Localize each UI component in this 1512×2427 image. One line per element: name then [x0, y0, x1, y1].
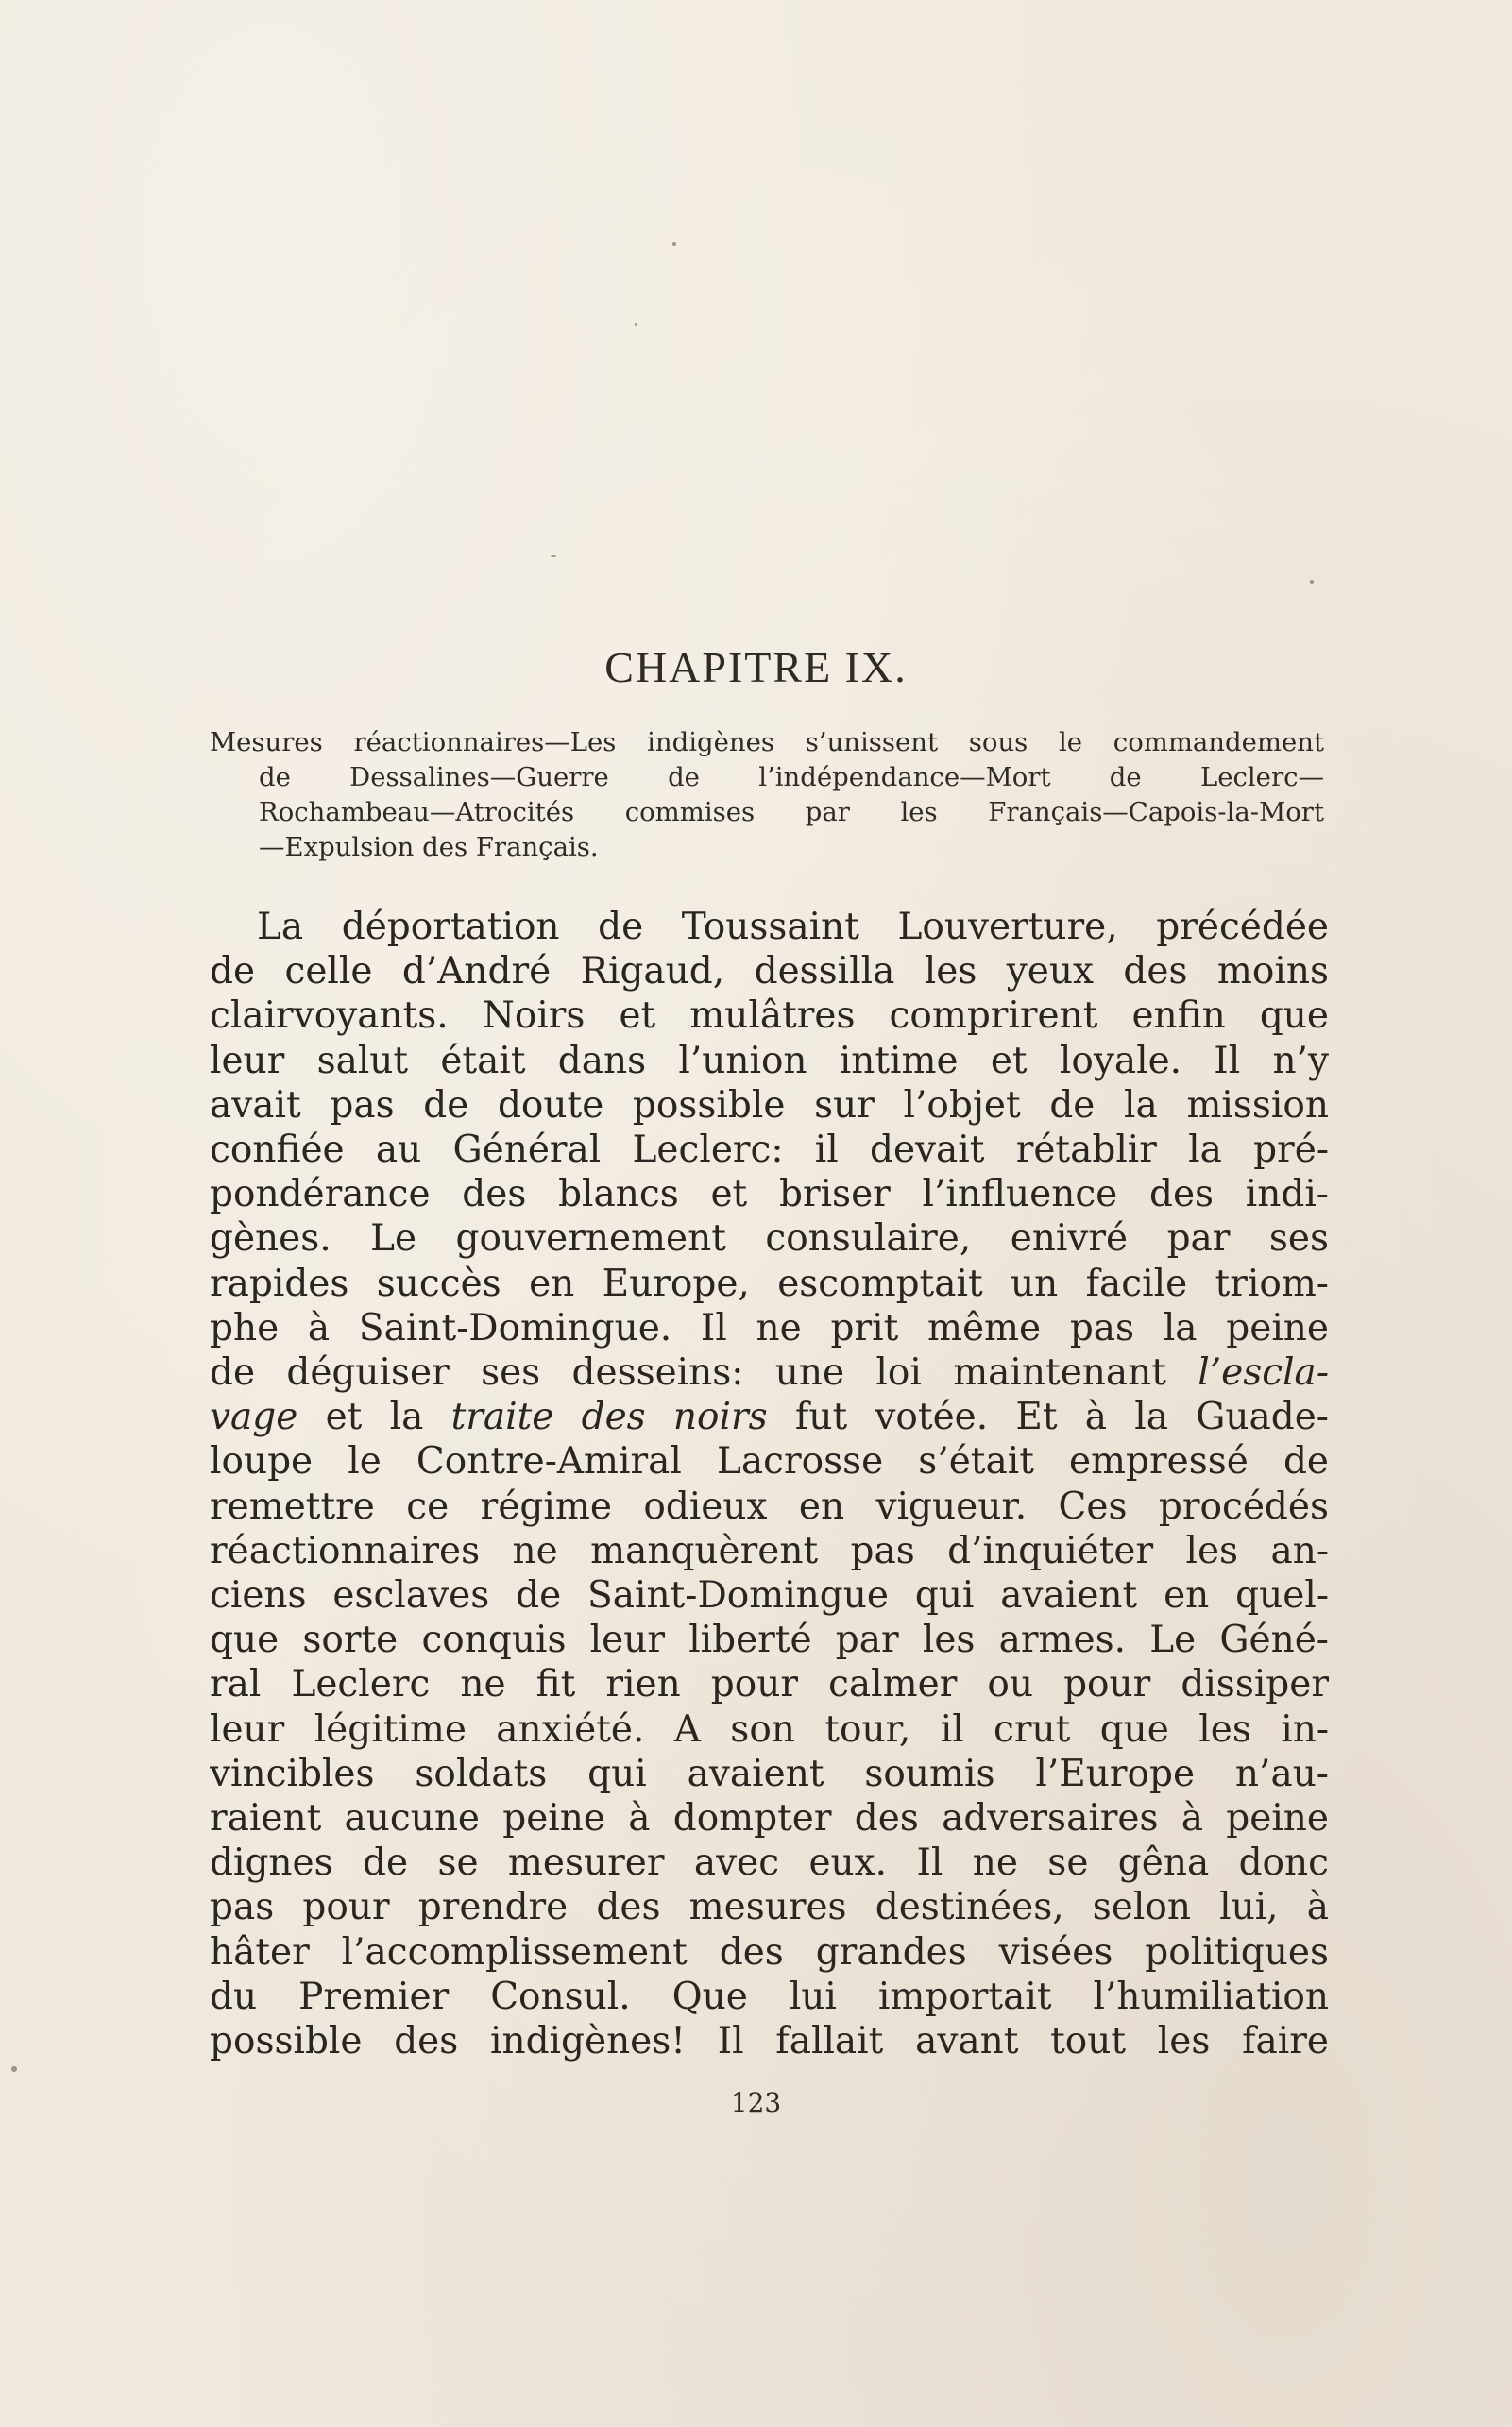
paper-speck: [1310, 580, 1314, 584]
text-line: clairvoyants. Noirs et mulâtres comprirent enfin que: [210, 994, 1329, 1038]
summary-line: —Expulsion des Français.: [259, 832, 599, 862]
paper-speck: [11, 2066, 17, 2072]
text-segment: de déguiser ses desseins: une loi maintenant: [210, 1351, 1166, 1395]
text-line: possible des indigènes! Il fallait avant tout les faire: [210, 2020, 1329, 2063]
italic-segment: traite des noirs: [450, 1396, 768, 1439]
text-line: leur salut était dans l’union intime et loyale. Il n’y: [210, 1039, 1329, 1082]
italic-segment: l’escla-: [1198, 1351, 1329, 1395]
paper-speck: [635, 323, 637, 326]
paper-speck: [672, 242, 676, 246]
text-line: réactionnaires ne manquèrent pas d’inquiéter les an-: [210, 1529, 1329, 1572]
text-line: du Premier Consul. Que lui importait l’humiliation: [210, 1975, 1329, 2018]
text-line: loupe le Contre-Amiral Lacrosse s’était empressé de: [210, 1440, 1329, 1484]
text-line: rapides succès en Europe, escomptait un facile triom-: [210, 1262, 1329, 1305]
text-line: hâter l’accomplissement des grandes visées politiques: [210, 1930, 1329, 1974]
text-line: La déportation de Toussaint Louverture, précédée: [257, 906, 1329, 948]
text-line: raient aucune peine à dompter des adversaires à peine: [210, 1797, 1329, 1841]
summary-line: Rochambeau—Atrocités commises par les Français—Capois-la-Mort: [259, 797, 1324, 827]
text-line: dignes de se mesurer avec eux. Il ne se gêna donc: [210, 1841, 1329, 1885]
text-line: leur légitime anxiété. A son tour, il crut que les in-: [210, 1707, 1329, 1751]
text-line: [210, 1395, 1329, 1439]
text-line: remettre ce régime odieux en vigueur. Ces procédés: [210, 1485, 1329, 1528]
summary-line: Mesures réactionnaires—Les indigènes s’unissent sous le commandement: [210, 727, 1324, 757]
text-line: avait pas de doute possible sur l’objet de la mission: [210, 1083, 1329, 1127]
body-paragraph: [210, 905, 1329, 2063]
paper-speck: [551, 555, 556, 557]
text-line: ral Leclerc ne fit rien pour calmer ou pour dissiper: [210, 1663, 1329, 1706]
text-line: vincibles soldats qui avaient soumis l’Europe n’au-: [210, 1752, 1329, 1795]
chapter-title: CHAPITRE IX.: [604, 643, 908, 691]
text-line: de celle d’André Rigaud, dessilla les yeux des moins: [210, 950, 1329, 993]
text-line: ciens esclaves de Saint-Domingue qui avaient en quel-: [210, 1574, 1329, 1618]
text-line: gènes. Le gouvernement consulaire, enivré par ses: [210, 1217, 1329, 1261]
text-line: pas pour prendre des mesures destinées, selon lui, à: [210, 1886, 1329, 1929]
text-line: phe à Saint-Domingue. Il ne prit même pas la peine: [210, 1306, 1329, 1349]
page-number: 123: [730, 2087, 782, 2118]
summary-line: de Dessalines—Guerre de l’indépendance—Mort de Leclerc—: [259, 762, 1324, 792]
italic-segment: vage: [210, 1396, 298, 1439]
text-segment: et la: [325, 1396, 424, 1439]
text-segment: fut votée. Et à la Guade-: [794, 1396, 1329, 1439]
text-line: pondérance des blancs et briser l’influence des indi-: [210, 1173, 1329, 1216]
text-line: que sorte conquis leur liberté par les armes. Le Géné-: [210, 1619, 1329, 1662]
chapter-summary: [210, 725, 1324, 865]
text-line: confiée au Général Leclerc: il devait rétablir la pré-: [210, 1129, 1329, 1172]
text-line: [210, 1350, 1329, 1395]
